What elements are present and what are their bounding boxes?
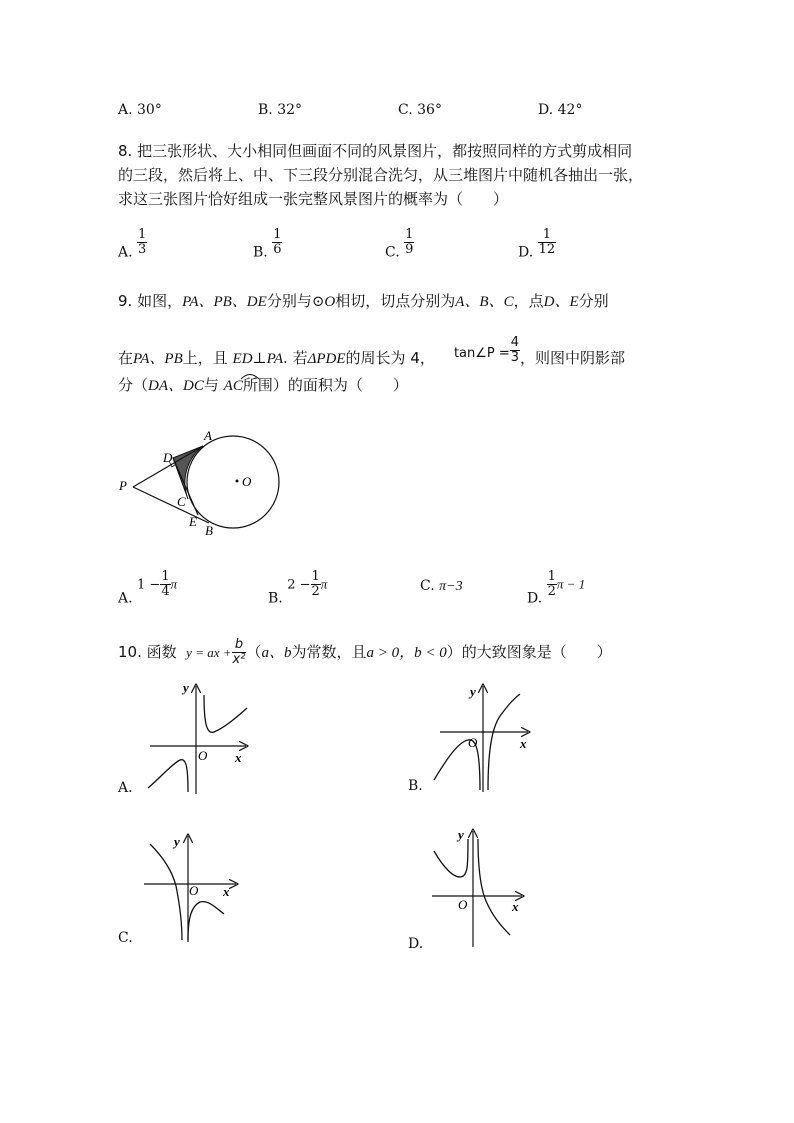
q8-option-a: A. $\frac{1}{3}$ bbox=[118, 227, 147, 261]
q10-option-d: D. bbox=[408, 936, 424, 952]
origin-label: O bbox=[189, 883, 199, 898]
y-label: y bbox=[458, 827, 464, 842]
q9-line-3: 分（DA、DC与 AC所围）的面积为（ ） bbox=[118, 376, 408, 394]
q9-figure bbox=[115, 420, 290, 545]
q10-option-a: A. bbox=[118, 780, 133, 796]
origin-label: O bbox=[198, 748, 208, 763]
origin-label: O bbox=[458, 897, 468, 912]
x-label: x bbox=[520, 736, 527, 751]
origin-label: O bbox=[468, 735, 478, 750]
curve-right bbox=[188, 902, 224, 940]
curve-left bbox=[148, 760, 188, 792]
q9-option-d: D. $\frac{1}{2}$ π − 1 bbox=[527, 569, 586, 607]
label-o: O bbox=[242, 474, 252, 489]
q8-option-d: D. $\frac{1}{12}$ bbox=[518, 227, 556, 261]
label-b: B bbox=[205, 523, 213, 538]
curve-right bbox=[488, 694, 520, 790]
q9-option-a: A. 1 − $\frac{1}{4}$ π bbox=[118, 569, 178, 607]
label-p: P bbox=[119, 478, 127, 493]
y-label: y bbox=[174, 834, 180, 849]
center-dot bbox=[236, 480, 239, 483]
x-label: x bbox=[235, 750, 242, 765]
q8-line-2: 的三段，然后将上、中、下三段分别混合洗匀，从三堆图片中随机各抽出一张， bbox=[118, 166, 644, 184]
curve-left bbox=[150, 844, 182, 940]
label-c: C bbox=[177, 494, 186, 509]
q8-line-3: 求这三张图片恰好组成一张完整风景图片的概率为（ ） bbox=[118, 190, 509, 208]
x-label: x bbox=[512, 899, 519, 914]
q10-option-b: B. bbox=[408, 778, 423, 794]
graph-b bbox=[428, 680, 538, 795]
label-d: D bbox=[163, 450, 173, 465]
graph-a bbox=[140, 680, 255, 798]
q9-option-b: B. 2 − $\frac{1}{2}$ π bbox=[268, 569, 328, 607]
y-label: y bbox=[470, 684, 476, 699]
arc-symbol bbox=[238, 370, 262, 380]
q8-option-b: B. $\frac{1}{6}$ bbox=[253, 227, 282, 261]
graph-d bbox=[428, 825, 528, 950]
q8-option-c: C. $\frac{1}{9}$ bbox=[385, 227, 414, 261]
q10-option-c: C. bbox=[118, 930, 133, 946]
label-e: E bbox=[189, 514, 197, 529]
curve-right bbox=[204, 695, 247, 732]
x-label: x bbox=[223, 884, 230, 899]
circle-o bbox=[187, 436, 279, 528]
q10-question: 10. 函数 y = ax + $\frac{b}{\text{x²}}$ （a、b为常数，且a > 0，b < 0）的大致图象是（ ） bbox=[118, 637, 612, 667]
q7-option-b: B. 32° bbox=[258, 102, 303, 118]
label-a: A bbox=[204, 428, 212, 443]
tangent-pb bbox=[133, 487, 209, 523]
q7-option-d: D. 42° bbox=[538, 102, 583, 118]
graph-c bbox=[140, 830, 245, 945]
q7-option-c: C. 36° bbox=[398, 102, 442, 118]
curve-right bbox=[478, 839, 510, 935]
q7-option-a: A. 30° bbox=[118, 102, 162, 118]
q9-line-1: 9. 如图，PA、PB、DE分别与⊙O相切，切点分别为A、B、C，点D、E分别 bbox=[118, 292, 609, 310]
q8-line-1: 8. 把三张形状、大小相同但画面不同的风景图片，都按照同样的方式剪成相同 bbox=[118, 142, 633, 160]
q9-line-2: 在PA、PB上，且 ED⊥PA. 若ΔPDE的周长为 4， tan∠P = $\frac{4}{3}$ ，则图中阴影部 bbox=[118, 335, 626, 367]
q9-option-c: C. π−3 bbox=[420, 578, 463, 594]
y-label: y bbox=[183, 680, 189, 695]
curve-left bbox=[434, 839, 468, 877]
